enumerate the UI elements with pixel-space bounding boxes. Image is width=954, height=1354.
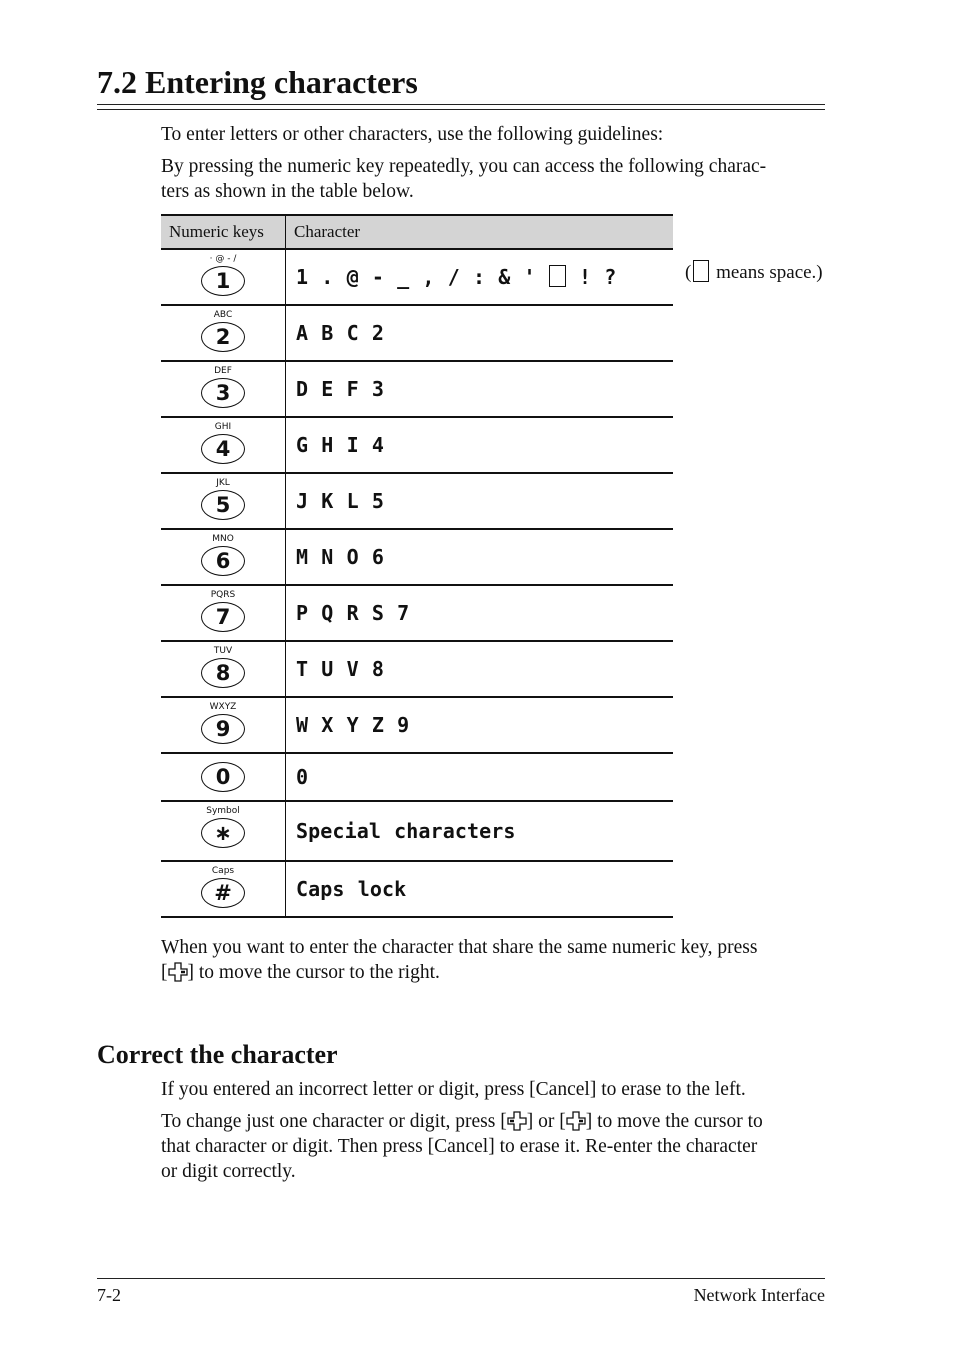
- character-list: M N O 6: [296, 545, 384, 569]
- key-letters-label: JKL: [216, 478, 230, 488]
- character-cell: [286, 801, 674, 861]
- key-letters-label: Caps: [211, 866, 235, 876]
- key-wrap: [161, 418, 285, 472]
- character-list: 1 . @ - _ , / : & ': [296, 265, 536, 289]
- cursor-line-2: ] to move the cursor to the right.: [187, 962, 440, 983]
- intro-line-2: ters as shown in the table below.: [161, 181, 414, 202]
- key-9-icon: 9: [201, 714, 245, 744]
- key-wrap: [161, 306, 285, 360]
- character-cell: [286, 305, 674, 361]
- table-row: [161, 585, 673, 641]
- character-cell: [286, 473, 674, 529]
- key-cell: [161, 361, 286, 417]
- character-cell: [286, 697, 674, 753]
- title-rule-top: [97, 104, 825, 105]
- key-12-icon: #: [201, 878, 245, 908]
- key-6-icon: 6: [201, 546, 245, 576]
- key-cell: [161, 249, 286, 305]
- key-letters-label: GHI: [214, 422, 232, 432]
- key-cell: [161, 801, 286, 861]
- header-numeric-keys: Numeric keys: [161, 215, 286, 249]
- key-wrap: [161, 862, 285, 916]
- key-letters-label: DEF: [214, 366, 232, 376]
- correct-paragraph-1: If you entered an incorrect letter or digit, press [Cancel] to erase to the left.: [161, 1079, 746, 1100]
- character-list: J K L 5: [296, 489, 384, 513]
- table-row: [161, 361, 673, 417]
- character-list: G H I 4: [296, 433, 384, 457]
- key-cell: [161, 473, 286, 529]
- key-2-icon: 2: [201, 322, 245, 352]
- character-cell: [286, 249, 674, 305]
- correct-line-2: that character or digit. Then press [Cancel] to erase it. Re-enter the character: [161, 1136, 758, 1157]
- key-wrap: [161, 250, 285, 304]
- space-box-icon: [693, 260, 709, 282]
- space-note-open: (: [685, 262, 692, 283]
- key-letters-label: Symbol: [206, 806, 240, 816]
- key-3-icon: 3: [201, 378, 245, 408]
- character-cell: [286, 641, 674, 697]
- character-cell: [286, 585, 674, 641]
- cursor-paragraph: [161, 935, 831, 985]
- character-list: Special characters: [296, 819, 516, 843]
- page-title: 7.2 Entering characters: [97, 64, 418, 100]
- key-letters-label: PQRS: [210, 590, 236, 600]
- correct-text-a: To change just one character or digit, press [: [161, 1111, 507, 1132]
- key-8-icon: 8: [201, 658, 245, 688]
- key-11-icon: ∗: [201, 818, 245, 848]
- key-cell: [161, 697, 286, 753]
- key-7-icon: 7: [201, 602, 245, 632]
- character-list: D E F 3: [296, 377, 384, 401]
- title-rule-bottom: [97, 109, 825, 110]
- key-cell: [161, 305, 286, 361]
- cross-key-right-icon: [566, 1111, 586, 1131]
- table-row: [161, 529, 673, 585]
- key-wrap: [161, 754, 285, 800]
- key-10-icon: 0: [201, 762, 245, 792]
- table-row: [161, 641, 673, 697]
- cursor-line-1: When you want to enter the character that share the same numeric key, press: [161, 937, 758, 958]
- key-cell: [161, 641, 286, 697]
- key-cell: [161, 753, 286, 801]
- key-wrap: [161, 474, 285, 528]
- key-wrap: [161, 586, 285, 640]
- character-list: T U V 8: [296, 657, 384, 681]
- footer-rule: [97, 1278, 825, 1279]
- character-list: P Q R S 7: [296, 601, 410, 625]
- table-row: [161, 473, 673, 529]
- character-cell: [286, 861, 674, 917]
- key-4-icon: 4: [201, 434, 245, 464]
- table-row: [161, 417, 673, 473]
- key-letters-label: ABC: [213, 310, 233, 320]
- space-box-icon: [549, 265, 566, 287]
- table-body: [161, 249, 673, 917]
- footer-title: Network Interface: [693, 1285, 825, 1305]
- character-cell: [286, 753, 674, 801]
- correct-line-3: or digit correctly.: [161, 1161, 296, 1182]
- character-cell: [286, 529, 674, 585]
- key-character-table: [161, 214, 673, 918]
- character-cell: [286, 417, 674, 473]
- key-letters-label: · @ - /: [209, 254, 237, 264]
- character-list: W X Y Z 9: [296, 713, 410, 737]
- key-cell: [161, 417, 286, 473]
- page-number: 7-2: [97, 1285, 121, 1305]
- table-row: [161, 249, 673, 305]
- character-list: Caps lock: [296, 877, 407, 901]
- intro-paragraph-2: [161, 154, 831, 204]
- character-list: 0: [296, 765, 309, 789]
- key-wrap: [161, 698, 285, 752]
- key-cell: [161, 529, 286, 585]
- key-letters-label: TUV: [213, 646, 233, 656]
- bracket-open: [: [161, 962, 168, 983]
- section-heading: Correct the character: [97, 1040, 338, 1069]
- table-row: [161, 305, 673, 361]
- intro-line-1: By pressing the numeric key repeatedly, you can access the following charac-: [161, 156, 767, 177]
- cross-key-left-icon: [507, 1111, 527, 1131]
- key-wrap: [161, 530, 285, 584]
- correct-paragraph-2: [161, 1109, 831, 1184]
- table-header-row: [161, 215, 673, 249]
- character-list: A B C 2: [296, 321, 384, 345]
- key-cell: [161, 861, 286, 917]
- key-wrap: [161, 362, 285, 416]
- table-row: [161, 753, 673, 801]
- key-wrap: [161, 642, 285, 696]
- table-row: [161, 801, 673, 861]
- character-list-tail: ! ?: [579, 265, 617, 289]
- table-row: [161, 697, 673, 753]
- correct-text-c: ] to move the cursor to: [585, 1111, 763, 1132]
- space-note: [685, 260, 823, 285]
- key-cell: [161, 585, 286, 641]
- correct-text-b: ] or [: [526, 1111, 566, 1132]
- space-note-text: means space.): [716, 262, 823, 283]
- key-wrap: [161, 802, 285, 860]
- table-row: [161, 861, 673, 917]
- cross-key-right-icon: [168, 962, 188, 982]
- intro-paragraph-1: To enter letters or other characters, use the following guidelines:: [161, 124, 664, 145]
- key-letters-label: WXYZ: [209, 702, 237, 712]
- header-character: Character: [286, 215, 674, 249]
- key-letters-label: MNO: [212, 534, 234, 544]
- key-5-icon: 5: [201, 490, 245, 520]
- key-1-icon: 1: [201, 266, 245, 296]
- character-cell: [286, 361, 674, 417]
